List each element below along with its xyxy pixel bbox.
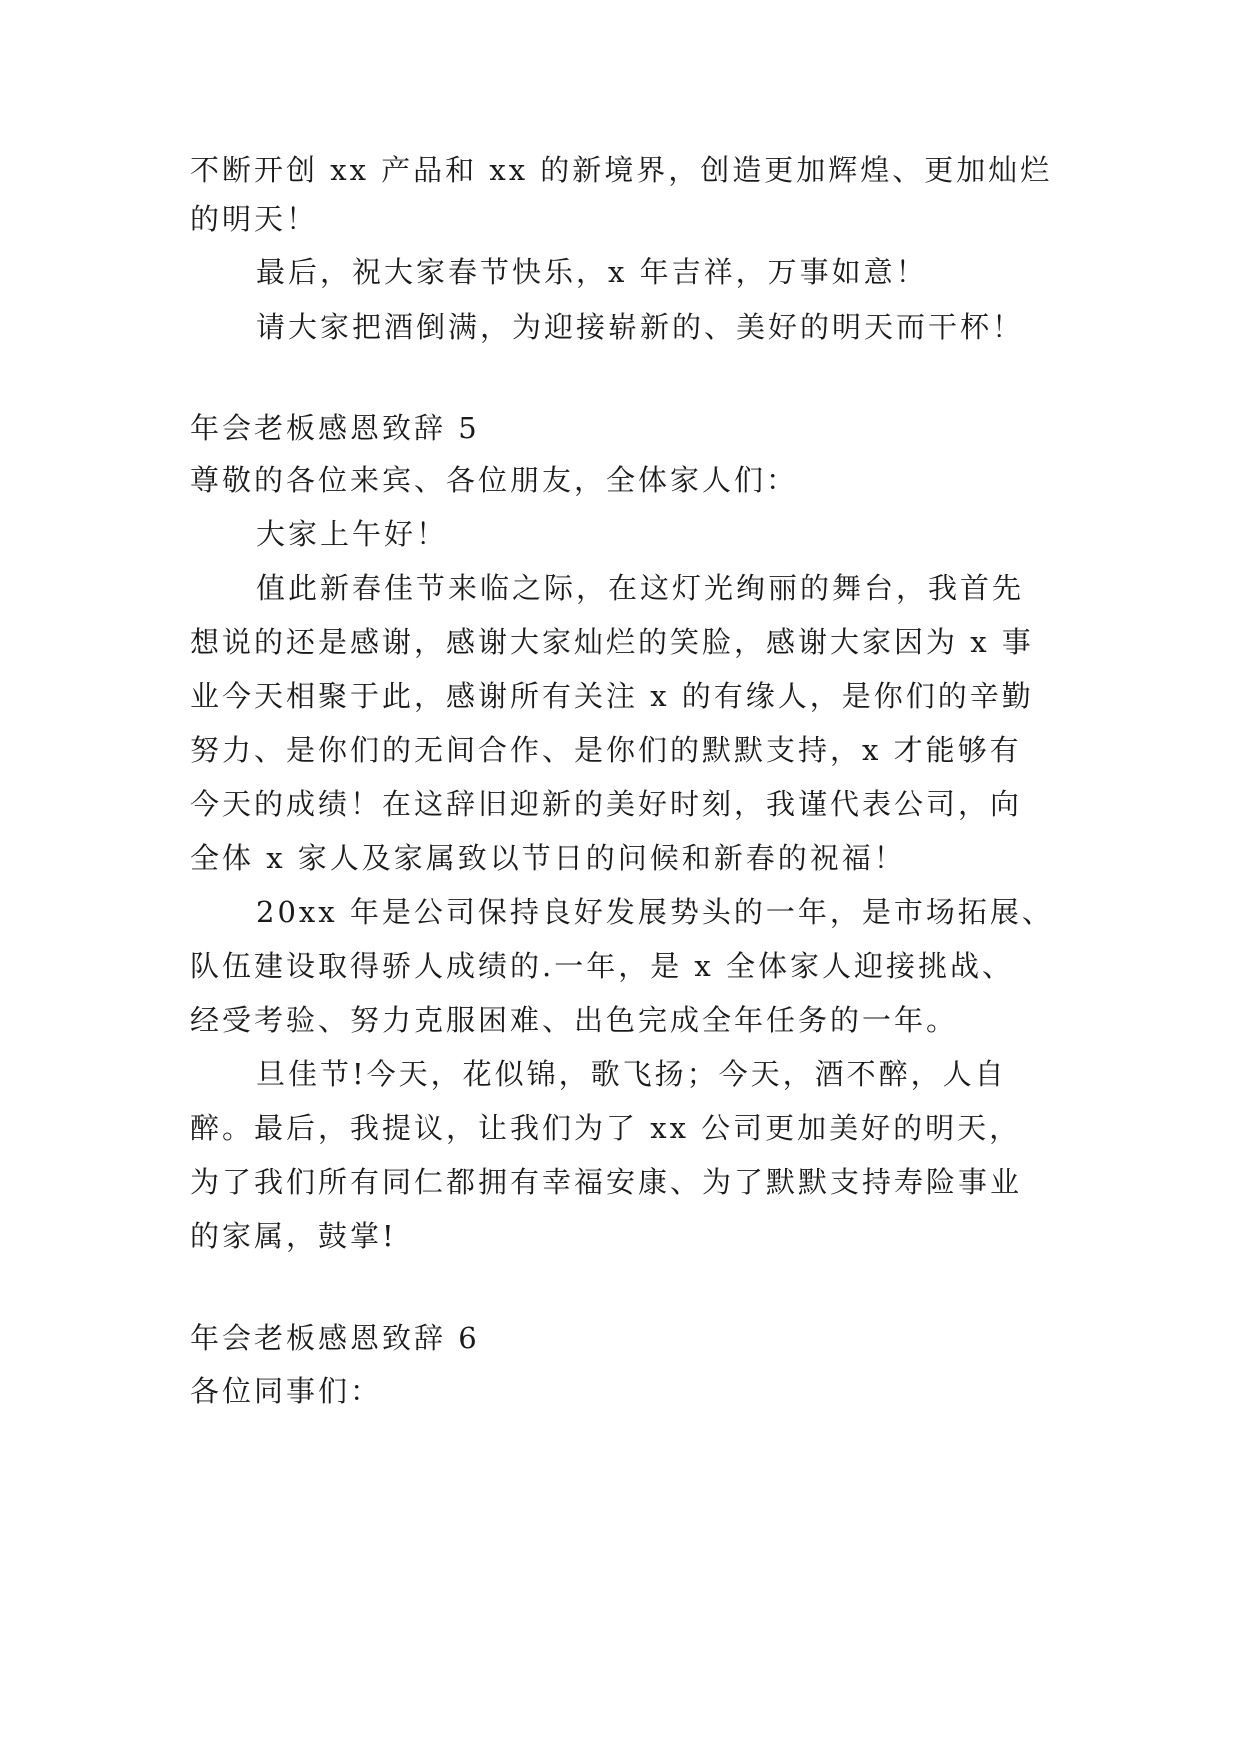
paragraph-line: 想说的还是感谢，感谢大家灿烂的笑脸，感谢大家因为 x 事: [190, 625, 1034, 659]
paragraph-line: 不断开创 xx 产品和 xx 的新境界，创造更加辉煌、更加灿烂: [190, 153, 1053, 187]
paragraph-line: 旦佳节!今天，花似锦，歌飞扬；今天，酒不醉，人自: [256, 1057, 1007, 1091]
salutation: 各位同事们：: [190, 1374, 383, 1408]
paragraph-line: 20xx 年是公司保持良好发展势头的一年，是市场拓展、: [256, 895, 1054, 929]
paragraph-line: 的明天！: [190, 202, 319, 236]
paragraph-line: 值此新春佳节来临之际，在这灯光绚丽的舞台，我首先: [256, 571, 1025, 605]
paragraph-line: 最后，祝大家春节快乐，x 年吉祥，万事如意！: [256, 255, 928, 289]
paragraph-line: 经受考验、努力克服困难、出色完成全年任务的一年。: [190, 1003, 959, 1037]
section-heading: 年会老板感恩致辞 6: [190, 1321, 480, 1355]
paragraph-line: 今天的成绩！在这辞旧迎新的美好时刻，我谨代表公司，向: [190, 787, 1023, 821]
paragraph-line: 队伍建设取得骄人成绩的.一年，是 x 全体家人迎接挑战、: [190, 949, 1015, 983]
paragraph-line: 醉。最后，我提议，让我们为了 xx 公司更加美好的明天，: [190, 1111, 1022, 1145]
salutation: 尊敬的各位来宾、各位朋友，全体家人们：: [190, 463, 799, 497]
paragraph-line: 努力、是你们的无间合作、是你们的默默支持，x 才能够有: [190, 733, 1022, 767]
paragraph-line: 的家属，鼓掌!: [190, 1219, 397, 1253]
paragraph-line: 大家上午好！: [256, 517, 449, 551]
paragraph-line: 请大家把酒倒满，为迎接崭新的、美好的明天而干杯！: [256, 310, 1025, 344]
section-heading: 年会老板感恩致辞 5: [190, 411, 480, 445]
paragraph-line: 全体 x 家人及家属致以节日的问候和新春的祝福！: [190, 841, 906, 875]
paragraph-line: 为了我们所有同仁都拥有幸福安康、为了默默支持寿险事业: [190, 1165, 1023, 1199]
paragraph-line: 业今天相聚于此，感谢所有关注 x 的有缘人，是你们的辛勤: [190, 679, 1034, 713]
